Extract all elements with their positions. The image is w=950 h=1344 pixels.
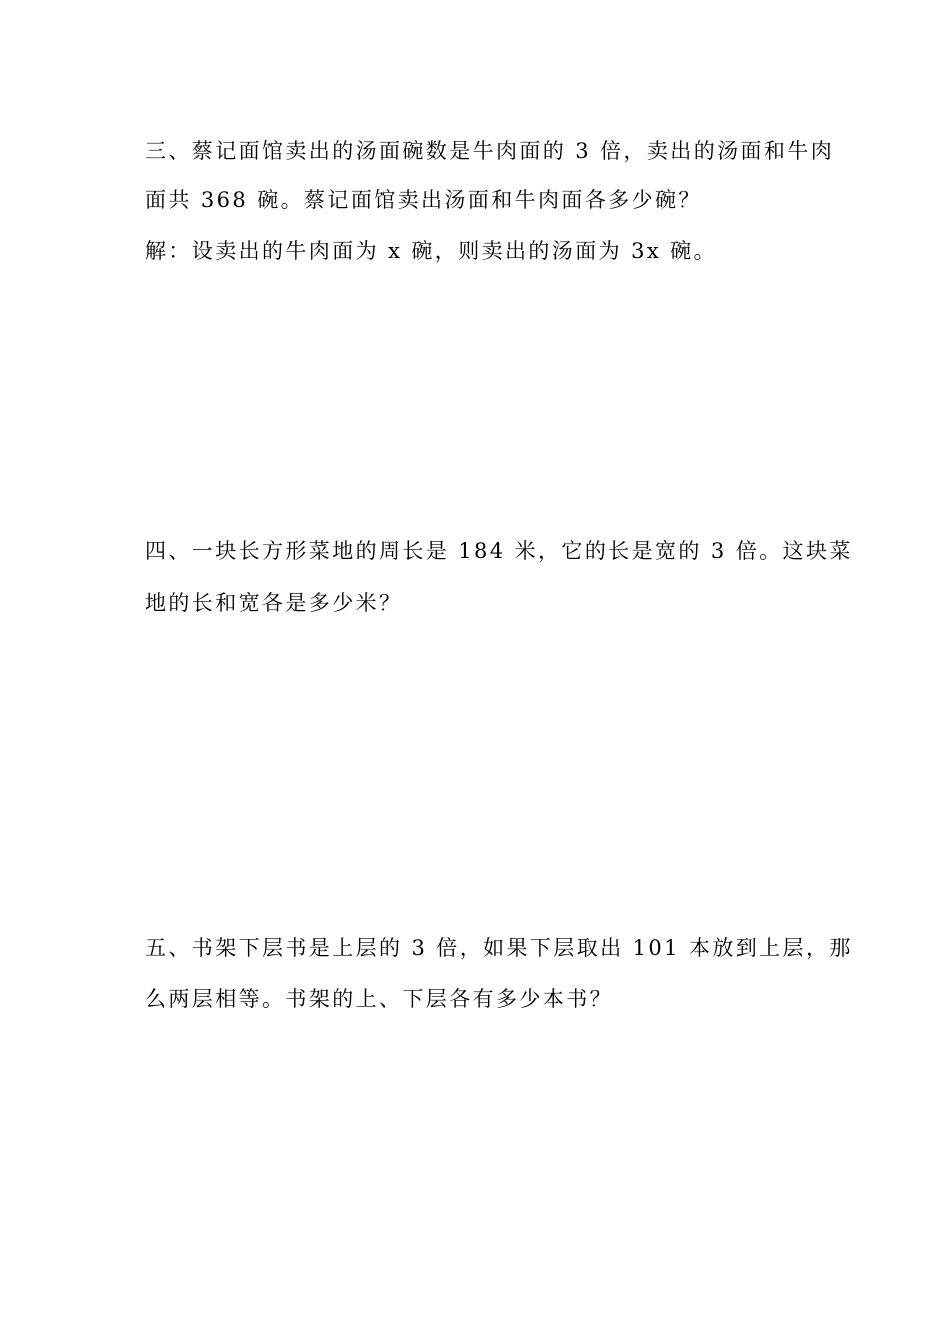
- question-3-text-line-2: 面共 368 碗。蔡记面馆卖出汤面和牛肉面各多少碗？: [145, 188, 702, 212]
- question-4-answer-space: [145, 630, 805, 920]
- question-5-text-line-2: 么两层相等。书架的上、下层各有多少本书？: [145, 987, 613, 1011]
- question-5-answer-space: [145, 1030, 805, 1320]
- question-3-solution-start: 解：设卖出的牛肉面为 x 碗，则卖出的汤面为 3x 碗。: [145, 239, 717, 263]
- question-5-text-line-1: 五、书架下层书是上层的 3 倍，如果下层取出 101 本放到上层，那: [145, 936, 853, 960]
- question-4-text-line-1: 四、一块长方形菜地的周长是 184 米，它的长是宽的 3 倍。这块菜: [145, 539, 853, 563]
- question-4-text-line-2: 地的长和宽各是多少米？: [145, 591, 403, 615]
- question-3-text-line-1: 三、蔡记面馆卖出的汤面碗数是牛肉面的 3 倍，卖出的汤面和牛肉: [145, 139, 835, 163]
- question-3-answer-space: [145, 280, 805, 520]
